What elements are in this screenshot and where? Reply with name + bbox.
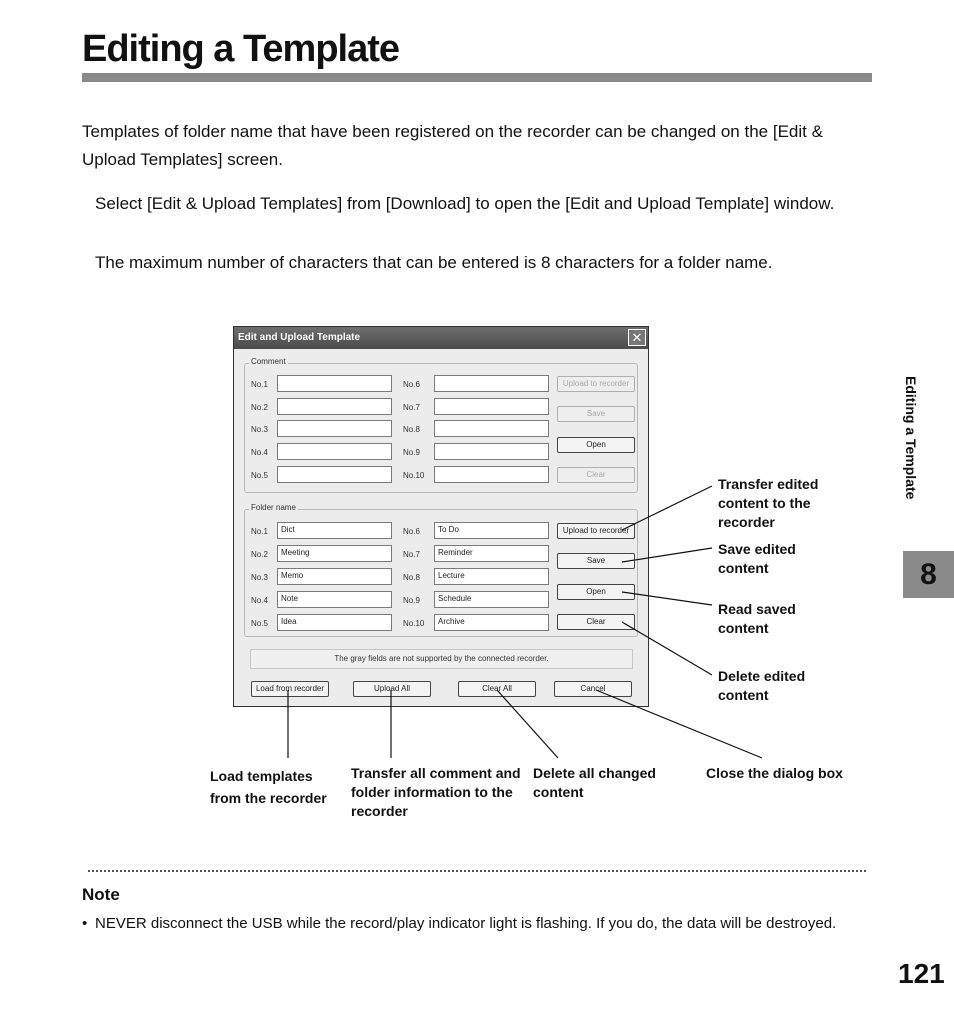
folder-field[interactable]: Meeting [277, 545, 392, 562]
folder-label: No.1 [251, 527, 268, 536]
callout-transfer: Transfer edited content to the recorder [718, 476, 819, 530]
note-text: NEVER disconnect the USB while the record/play indicator light is flashing. If you do, the data will be destroyed. [95, 915, 837, 932]
step-1: Select [Edit & Upload Templates] from [Download] to open the [Edit and Upload Template] window. [95, 194, 835, 213]
step-2: The maximum number of characters that can be entered is 8 characters for a folder name. [95, 253, 773, 272]
comment-field[interactable] [277, 443, 392, 460]
upload-all-button[interactable]: Upload All [353, 681, 431, 697]
folder-label: No.7 [403, 550, 420, 559]
comment-open-button[interactable]: Open [557, 437, 635, 453]
page-title: Editing a Template [82, 28, 400, 70]
folder-field[interactable]: Schedule [434, 591, 549, 608]
load-from-recorder-button[interactable]: Load from recorder [251, 681, 329, 697]
callout-close: Close the dialog box [706, 765, 843, 781]
comment-field[interactable] [434, 420, 549, 437]
comment-field[interactable] [277, 398, 392, 415]
page-number: 121 [898, 958, 945, 989]
comment-label: No.5 [251, 471, 268, 480]
folder-open-button[interactable]: Open [557, 584, 635, 600]
comment-field[interactable] [434, 443, 549, 460]
folder-clear-button[interactable]: Clear [557, 614, 635, 630]
comment-label: No.7 [403, 403, 420, 412]
comment-field[interactable] [277, 466, 392, 483]
folder-label: No.2 [251, 550, 268, 559]
title-rule [82, 73, 872, 82]
comment-save-button[interactable]: Save [557, 406, 635, 422]
comment-field[interactable] [434, 398, 549, 415]
edit-upload-dialog [233, 326, 649, 707]
unsupported-notice: The gray fields are not supported by the connected recorder. [250, 649, 633, 669]
comment-label: No.2 [251, 403, 268, 412]
folder-group-label: Folder name [251, 503, 296, 512]
comment-label: No.9 [403, 448, 420, 457]
comment-group-label: Comment [251, 357, 286, 366]
folder-field[interactable]: Reminder [434, 545, 549, 562]
folder-label: No.9 [403, 596, 420, 605]
cancel-button[interactable]: Cancel [554, 681, 632, 697]
comment-label: No.4 [251, 448, 268, 457]
note-heading: Note [82, 885, 120, 904]
side-tab-label-text: Editing a Template [903, 376, 919, 500]
callout-read: Read saved content [718, 601, 796, 636]
note-bullet: • [82, 915, 88, 932]
comment-field[interactable] [434, 466, 549, 483]
callout-save: Save edited content [718, 541, 796, 576]
folder-label: No.10 [403, 619, 425, 628]
comment-label: No.10 [403, 471, 425, 480]
folder-field[interactable]: Note [277, 591, 392, 608]
folder-field[interactable]: Dict [277, 522, 392, 539]
folder-save-button[interactable]: Save [557, 553, 635, 569]
chapter-tab: 8 [903, 551, 954, 598]
callout-delete-all: Delete all changed content [533, 765, 656, 800]
note-divider [88, 870, 866, 872]
folder-field[interactable]: To Do [434, 522, 549, 539]
folder-label: No.3 [251, 573, 268, 582]
comment-label: No.3 [251, 425, 268, 434]
comment-label: No.8 [403, 425, 420, 434]
folder-field[interactable]: Idea [277, 614, 392, 631]
note-item [82, 911, 872, 937]
folder-label: No.4 [251, 596, 268, 605]
callout-transfer-all: Transfer all comment and folder information to the recorder [351, 765, 521, 819]
folder-label: No.8 [403, 573, 420, 582]
callout-delete: Delete edited content [718, 668, 806, 703]
folder-field[interactable]: Memo [277, 568, 392, 585]
comment-field[interactable] [277, 375, 392, 392]
comment-field[interactable] [434, 375, 549, 392]
comment-field[interactable] [277, 420, 392, 437]
intro-paragraph: Templates of folder name that have been registered on the recorder can be changed on the [Edit & Upload Templates] screen. [82, 122, 823, 169]
dialog-title: Edit and Upload Template [238, 332, 361, 343]
comment-label: No.6 [403, 380, 420, 389]
dialog-titlebar [234, 327, 648, 349]
close-icon[interactable]: ✕ [628, 329, 646, 346]
folder-field[interactable]: Lecture [434, 568, 549, 585]
comment-label: No.1 [251, 380, 268, 389]
comment-upload-button[interactable]: Upload to recorder [557, 376, 635, 392]
folder-label: No.6 [403, 527, 420, 536]
folder-upload-button[interactable]: Upload to recorder [557, 523, 635, 539]
side-tab-label [903, 376, 927, 536]
folder-field[interactable]: Archive [434, 614, 549, 631]
comment-clear-button[interactable]: Clear [557, 467, 635, 483]
clear-all-button[interactable]: Clear All [458, 681, 536, 697]
callout-load: Load templates from the recorder [210, 768, 327, 806]
folder-label: No.5 [251, 619, 268, 628]
